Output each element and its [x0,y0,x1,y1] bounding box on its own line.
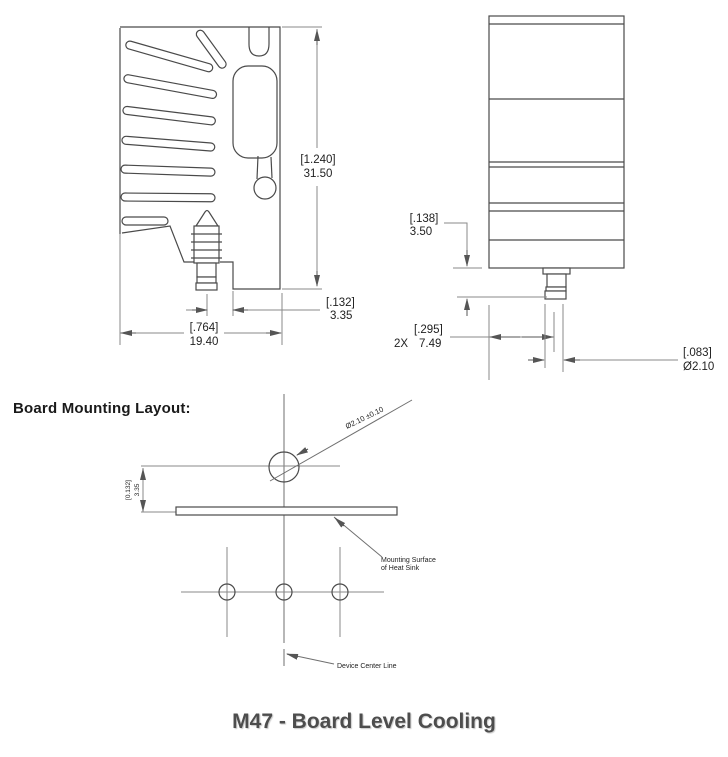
clip-channel [233,66,277,199]
dim-hole-spacing-mm: 7.49 [419,338,442,350]
center-line-label: Device Center Line [337,663,397,670]
dim-height [282,27,336,289]
dim-pin-dia [528,304,714,373]
dim-height-mm: 31.50 [303,168,333,180]
dim-standoff-inch: [.138] [409,213,439,225]
dim-hole-spacing [394,305,554,380]
center-line-callout [287,654,397,670]
page-title: M47 - Board Level Cooling [232,710,496,733]
mounting-surface-label-1: Mounting Surface [381,557,436,564]
mounting-surface [176,507,397,515]
side-view [120,27,355,348]
push-pin-side [191,211,222,291]
dim-pin-offset-inch: [.132] [326,297,355,309]
dim-standoff [410,213,547,316]
dim-edge-distance [125,468,178,512]
dim-standoff-mm: 3.50 [409,226,433,238]
front-view [394,16,714,380]
fin-slots [121,29,228,225]
board-layout-heading: Board Mounting Layout: [13,400,191,417]
hole-callout-text: Ø2.10 ±0.10 [343,404,385,431]
top-notch [249,27,269,56]
pin-hole-pattern [181,547,384,637]
dim-edge-inch: [0.132] [125,480,132,500]
dim-pin-dia-mm: Ø2.10 [683,361,715,373]
dim-width-inch: [.764] [189,322,219,334]
push-pin-front [543,268,570,299]
body-front [489,16,624,268]
pin-boss-outline [122,226,194,262]
mounting-surface-callout [334,517,436,572]
dim-pin-dia-inch: [.083] [683,347,712,359]
dim-hole-spacing-qty: 2X [394,338,409,350]
fin-edge-lines [489,24,624,240]
dim-height-inch: [1.240] [300,154,336,166]
dim-width-mm: 19.40 [189,336,219,348]
dim-pin-offset-mm: 3.35 [330,310,353,322]
dim-pin-offset [186,291,355,322]
dim-edge-mm: 3.35 [134,483,141,497]
mounting-surface-label-2: of Heat Sink [381,565,420,572]
hole-callout [270,400,412,481]
dim-hole-spacing-inch: [.295] [414,324,443,336]
board-mounting-layout [125,394,436,670]
